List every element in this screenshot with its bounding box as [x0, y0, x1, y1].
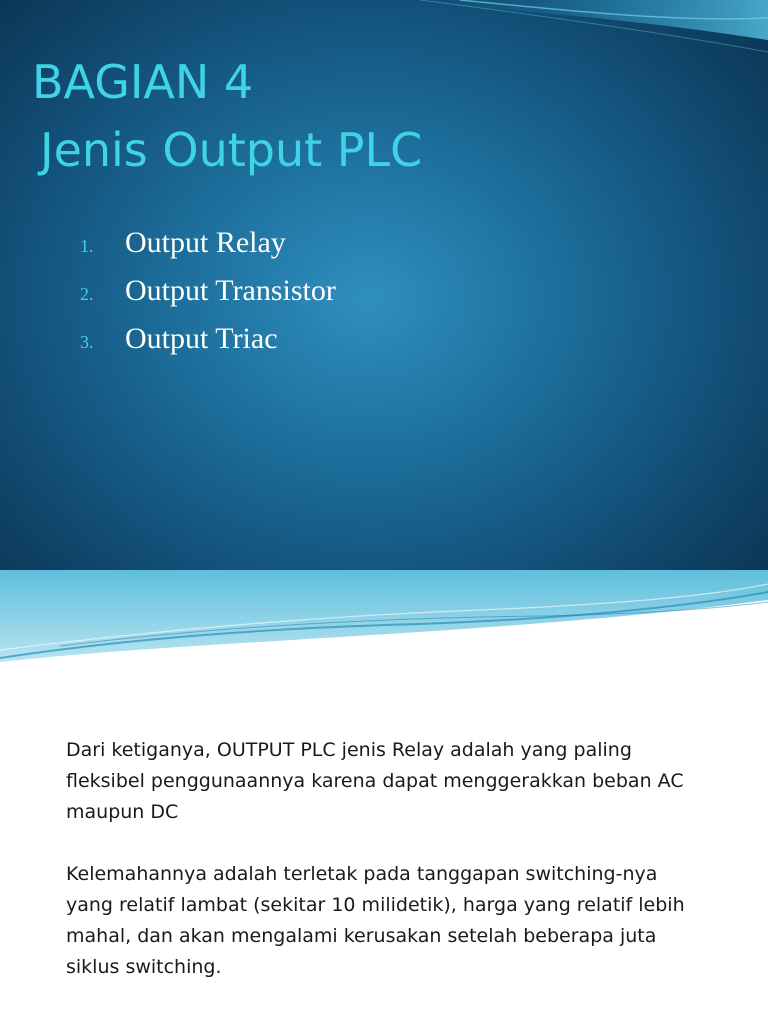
slide-title [32, 48, 422, 184]
list-item [80, 226, 336, 274]
output-type-list [80, 226, 336, 370]
list-item-label: Output Relay [125, 226, 286, 259]
bottom-wave-decoration [0, 570, 768, 670]
list-item [80, 322, 336, 370]
list-item-label: Output Triac [125, 322, 278, 355]
notes-text [66, 735, 706, 983]
list-item [80, 274, 336, 322]
list-item-label: Output Transistor [125, 274, 336, 307]
list-item-number: 2. [80, 284, 94, 304]
list-item-number: 3. [80, 332, 94, 352]
title-line-1: BAGIAN 4 [32, 55, 254, 109]
notes-paragraph-2: Kelemahannya adalah terletak pada tanggapan switching-nya yang relatif lambat (sekitar 10 milidetik), harga yang relatif lebih mahal, dan akan mengalami kerusakan setelah beberapa juta siklus switching. [66, 863, 685, 978]
list-item-number: 1. [80, 236, 94, 256]
title-line-2: Jenis Output PLC [40, 123, 423, 177]
notes-paragraph-1: Dari ketiganya, OUTPUT PLC jenis Relay adalah yang paling fleksibel penggunaannya karena dapat menggerakkan beban AC maupun DC [66, 739, 684, 823]
